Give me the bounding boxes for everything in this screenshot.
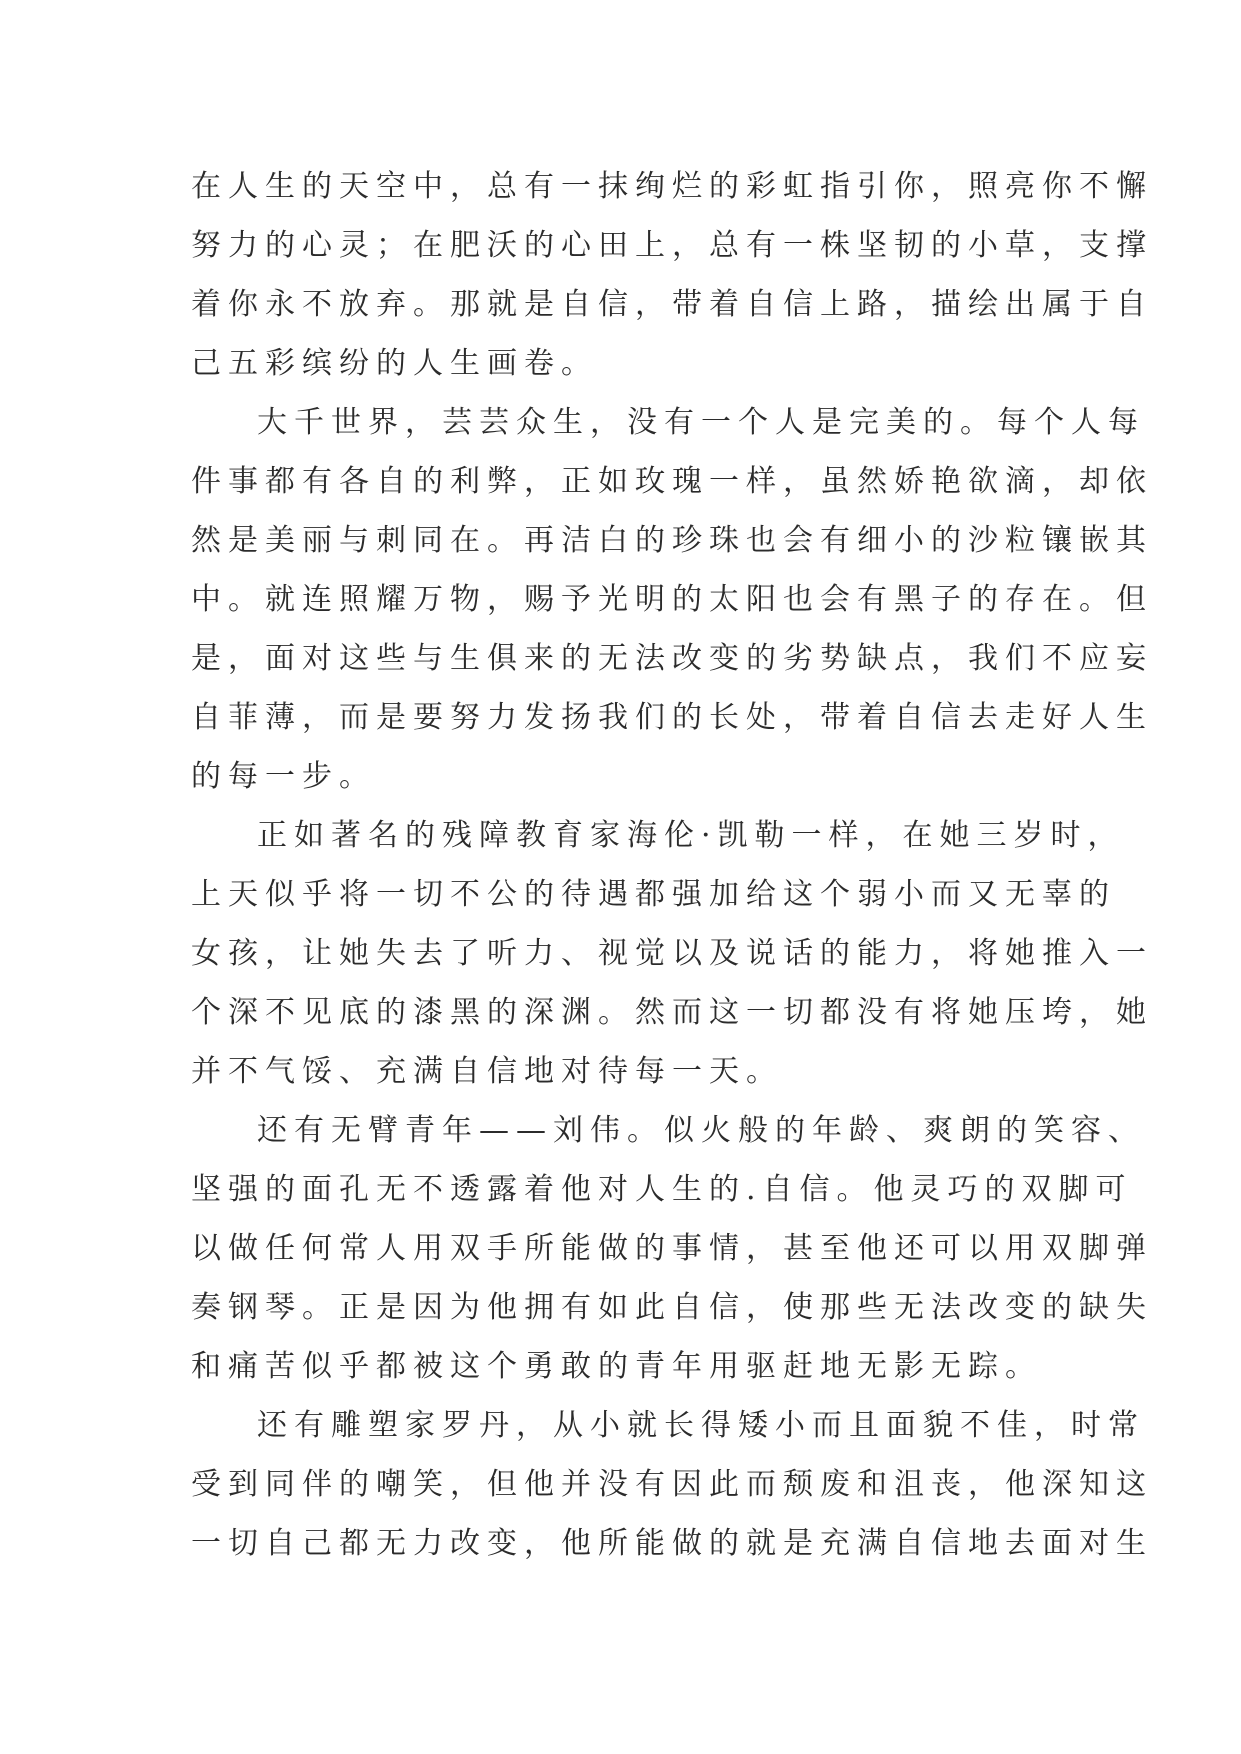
text-line: 中。就连照耀万物，赐予光明的太阳也会有黑子的存在。但 [191, 582, 1153, 617]
text-line: 个深不见底的漆黑的深渊。然而这一切都没有将她压垮，她 [191, 995, 1153, 1030]
text-line: 还有雕塑家罗丹，从小就长得矮小而且面貌不佳，时常 [257, 1408, 1145, 1443]
text-line: 件事都有各自的利弊，正如玫瑰一样，虽然娇艳欲滴，却依 [191, 464, 1153, 499]
paragraph-1 [191, 157, 1153, 393]
text-line: 自菲薄，而是要努力发扬我们的长处，带着自信去走好人生 [191, 700, 1153, 735]
text-line: 并不气馁、充满自信地对待每一天。 [191, 1054, 783, 1089]
text-line: 上天似乎将一切不公的待遇都强加给这个弱小而又无辜的 [191, 877, 1116, 912]
text-line: 受到同伴的嘲笑，但他并没有因此而颓废和沮丧，他深知这 [191, 1467, 1153, 1502]
text-line: 一切自己都无力改变，他所能做的就是充满自信地去面对生 [191, 1526, 1153, 1561]
text-line: 奏钢琴。正是因为他拥有如此自信，使那些无法改变的缺失 [191, 1290, 1153, 1325]
paragraph-5 [191, 1396, 1153, 1573]
text-line: 大千世界，芸芸众生，没有一个人是完美的。每个人每 [257, 405, 1145, 440]
text-line: 着你永不放弃。那就是自信，带着自信上路，描绘出属于自 [191, 287, 1153, 322]
paragraph-2 [191, 393, 1153, 806]
text-line: 正如著名的残障教育家海伦·凯勒一样，在她三岁时， [257, 818, 1125, 853]
text-line: 然是美丽与刺同在。再洁白的珍珠也会有细小的沙粒镶嵌其 [191, 523, 1153, 558]
text-line: 努力的心灵；在肥沃的心田上，总有一株坚韧的小草，支撑 [191, 228, 1153, 263]
text-line: 在人生的天空中，总有一抹绚烂的彩虹指引你，照亮你不懈 [191, 169, 1153, 204]
text-line: 的每一步。 [191, 759, 376, 794]
essay-body [191, 157, 1153, 1573]
paragraph-4 [191, 1101, 1153, 1396]
paragraph-3 [191, 806, 1153, 1101]
text-line: 是，面对这些与生俱来的无法改变的劣势缺点，我们不应妄 [191, 641, 1153, 676]
text-line: 和痛苦似乎都被这个勇敢的青年用驱赶地无影无踪。 [191, 1349, 1042, 1384]
text-line: 还有无臂青年——刘伟。似火般的年龄、爽朗的笑容、 [257, 1113, 1145, 1148]
text-line: 以做任何常人用双手所能做的事情，甚至他还可以用双脚弹 [191, 1231, 1153, 1266]
text-line: 女孩，让她失去了听力、视觉以及说话的能力，将她推入一 [191, 936, 1153, 971]
text-line: 坚强的面孔无不透露着他对人生的.自信。他灵巧的双脚可 [191, 1172, 1133, 1207]
text-line: 己五彩缤纷的人生画卷。 [191, 346, 598, 381]
